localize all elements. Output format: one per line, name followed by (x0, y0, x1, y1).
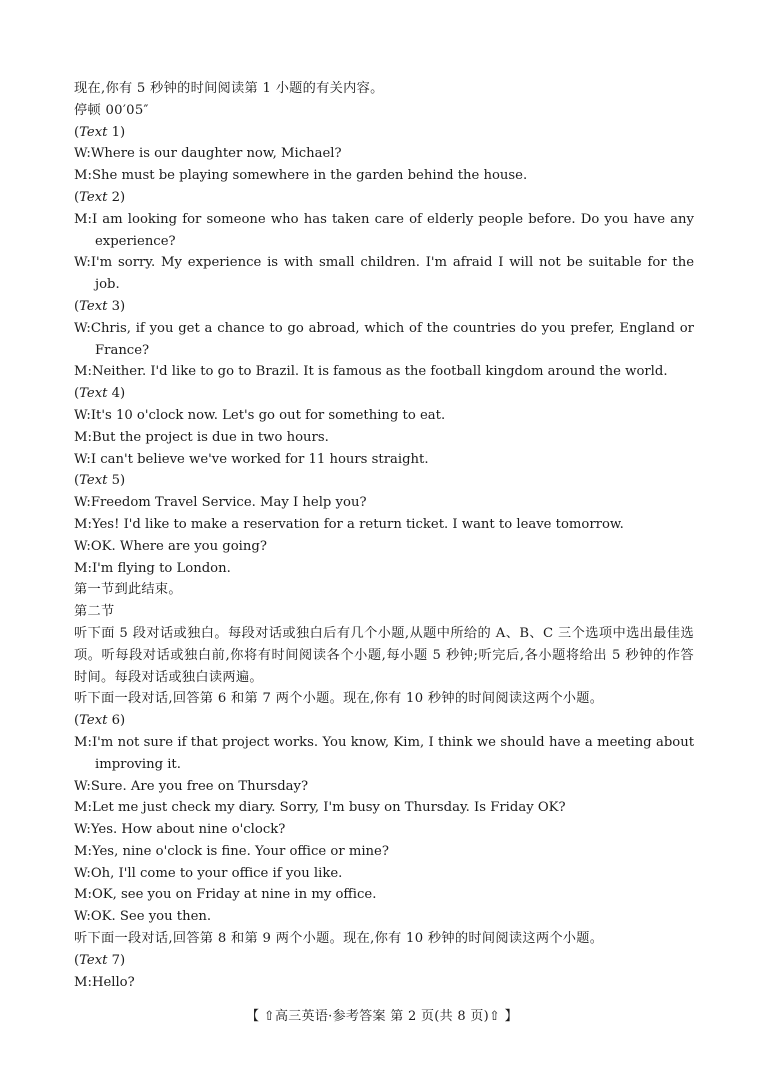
dialogue-line: W:I'm sorry. My experience is with small children. I'm afraid I will not be suitable for the job. (74, 255, 694, 293)
text-label: (Text 7) (74, 952, 126, 968)
text-label: (Text 4) (74, 386, 126, 402)
dialogue-line: W:It's 10 o'clock now. Let's go out for something to eat. (74, 407, 446, 423)
dialogue-line: M:Neither. I'd like to go to Brazil. It is famous as the football kingdom around the world. (74, 364, 668, 380)
q67-prompt: 听下面一段对话,回答第 6 和第 7 两个小题。现在,你有 10 秒钟的时间阅读这两个小题。 (74, 691, 604, 707)
dialogue-line: W:I can't believe we've worked for 11 hours straight. (74, 451, 429, 467)
text-label: (Text 3) (74, 298, 126, 314)
text-label: (Text 6) (74, 713, 126, 729)
dialogue-line: M:Yes! I'd like to make a reservation for a return ticket. I want to leave tomorrow. (74, 516, 624, 532)
dialogue-line: M:Hello? (74, 974, 135, 990)
dialogue-line: M:I'm not sure if that project works. You know, Kim, I think we should have a meeting about improving it. (74, 734, 694, 772)
dialogue-line: W:OK. Where are you going? (74, 538, 267, 554)
document-body (74, 78, 694, 993)
text-label: (Text 2) (74, 189, 126, 205)
section2-title: 第二节 (74, 604, 115, 620)
pause-marker: 停顿 00′05″ (74, 102, 149, 118)
text-label: (Text 1) (74, 124, 126, 140)
dialogue-line: M:Yes, nine o'clock is fine. Your office or mine? (74, 843, 389, 859)
dialogue-line: W:Chris, if you get a chance to go abroad, which of the countries do you prefer, England or France? (74, 320, 694, 358)
page-footer: 【 ⇧高三英语·参考答案 第 2 页(共 8 页)⇧ 】 (246, 1009, 518, 1024)
dialogue-line: M:I am looking for someone who has taken care of elderly people before. Do you have any experience? (74, 211, 694, 249)
dialogue-line: M:She must be playing somewhere in the garden behind the house. (74, 168, 528, 184)
dialogue-line: W:Freedom Travel Service. May I help you? (74, 495, 367, 511)
dialogue-line: M:But the project is due in two hours. (74, 429, 329, 445)
dialogue-line: W:Where is our daughter now, Michael? (74, 146, 342, 162)
dialogue-line: M:I'm flying to London. (74, 560, 231, 576)
section1-end: 第一节到此结束。 (74, 582, 182, 598)
dialogue-line: M:OK, see you on Friday at nine in my office. (74, 887, 377, 903)
dialogue-line: M:Let me just check my diary. Sorry, I'm busy on Thursday. Is Friday OK? (74, 800, 566, 816)
dialogue-line: W:OK. See you then. (74, 909, 212, 925)
dialogue-line: W:Yes. How about nine o'clock? (74, 822, 286, 838)
text-label: (Text 5) (74, 473, 126, 489)
q89-prompt: 听下面一段对话,回答第 8 和第 9 两个小题。现在,你有 10 秒钟的时间阅读这两个小题。 (74, 931, 604, 947)
section2-instructions: 听下面 5 段对话或独白。每段对话或独白后有几个小题,从题中所给的 A、B、C 三个选项中选出最佳选项。听每段对话或独白前,你将有时间阅读各个小题,每小题 5 秒钟;听完后,各小题将给出 5 秒钟的作答时间。每段对话或独白读两遍。 (74, 625, 694, 685)
dialogue-line: W:Oh, I'll come to your office if you like. (74, 865, 343, 881)
dialogue-line: W:Sure. Are you free on Thursday? (74, 778, 309, 794)
read-time-instruction: 现在,你有 5 秒钟的时间阅读第 1 小题的有关内容。 (74, 81, 384, 96)
